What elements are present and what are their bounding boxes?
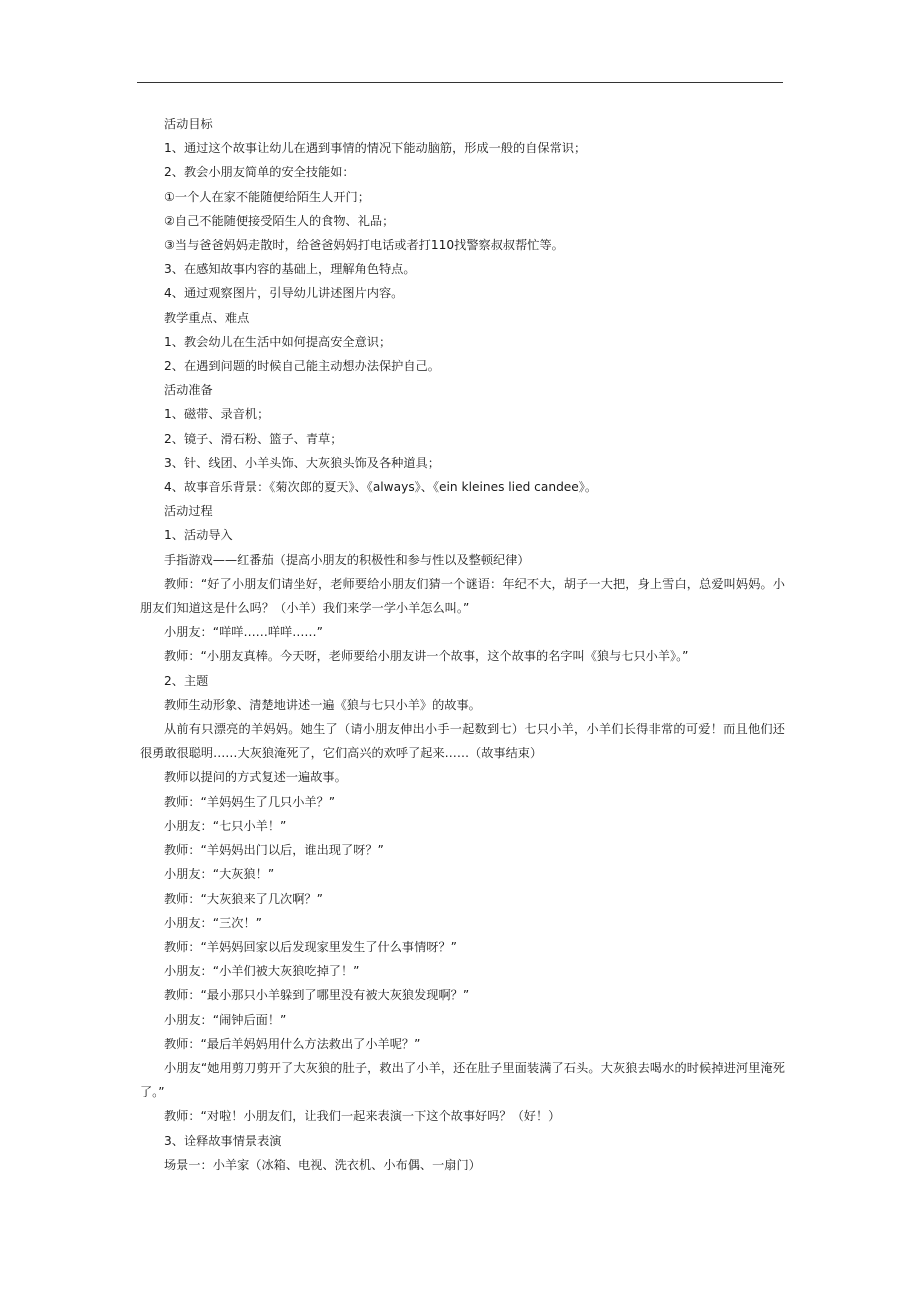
dialogue-line: 教师：“羊妈妈生了几只小羊？” [164, 794, 336, 809]
dialogue-line: 小朋友：“大灰狼！” [164, 867, 275, 882]
subsection-heading: 2、主题 [164, 673, 209, 688]
focus-item: 2、在遇到问题的时候自己能主动想办法保护自己。 [164, 359, 440, 374]
section-heading: 活动准备 [164, 383, 213, 398]
goal-item: 4、通过观察图片，引导幼儿讲述图片内容。 [164, 286, 404, 301]
goal-item: 1、通过这个故事让幼儿在遇到事情的情况下能动脑筋，形成一般的自保常识； [164, 141, 587, 156]
dialogue-line: 教师：“羊妈妈回家以后发现家里发生了什么事情呀？” [164, 939, 457, 954]
dialogue-line: 教师：“对啦！小朋友们，让我们一起来表演一下这个故事好吗？（好！） [164, 1109, 561, 1124]
focus-item: 1、教会幼儿在生活中如何提高安全意识； [164, 334, 392, 349]
section-heading: 教学重点、难点 [164, 310, 250, 325]
prep-item: 4、故事音乐背景：《菊次郎的夏天》、《always》、《ein kleines lied candee》。 [164, 480, 598, 495]
dialogue-line: 教师：“最小那只小羊躲到了哪里没有被大灰狼发现啊？” [164, 988, 470, 1003]
dialogue-line: 小朋友：“闹钟后面！” [164, 1012, 287, 1027]
dialogue-line: 小朋友：“咩咩……咩咩……” [164, 625, 323, 640]
dialogue-paragraph: 小朋友“她用剪刀剪开了大灰狼的肚子，救出了小羊，还在肚子里面装满了石头。大灰狼去喝水的时候掉进河里淹死了。” [140, 1060, 785, 1100]
process-line: 手指游戏——红番茄（提高小朋友的积极性和参与性以及整顿纪律） [164, 552, 530, 567]
section-heading: 活动过程 [164, 504, 213, 519]
prep-item: 2、镜子、滑石粉、篮子、青草； [164, 431, 343, 446]
skill-item: ③当与爸爸妈妈走散时，给爸爸妈妈打电话或者打110找警察叔叔帮忙等。 [164, 238, 564, 253]
dialogue-line: 小朋友：“三次！” [164, 915, 262, 930]
skill-item: ②自己不能随便接受陌生人的食物、礼品； [164, 213, 395, 228]
subsection-heading: 1、活动导入 [164, 528, 233, 543]
section-heading: 活动目标 [164, 117, 213, 131]
skill-item: ①一个人在家不能随便给陌生人开门； [164, 189, 370, 204]
dialogue-line: 教师：“最后羊妈妈用什么方法救出了小羊呢？” [164, 1036, 421, 1051]
dialogue-line: 教师：“羊妈妈出门以后，谁出现了呀？” [164, 843, 384, 858]
dialogue-line: 小朋友：“小羊们被大灰狼吃掉了！” [164, 964, 360, 979]
dialogue-line: 教师：“大灰狼来了几次啊？” [164, 891, 323, 906]
process-line: 教师生动形象、清楚地讲述一遍《狼与七只小羊》的故事。 [164, 697, 481, 712]
process-line: 教师以提问的方式复述一遍故事。 [164, 770, 347, 785]
story-paragraph: 从前有只漂亮的羊妈妈。她生了（请小朋友伸出小手一起数到七）七只小羊，小羊们长得非常的可爱！而且他们还很勇敢很聪明……大灰狼淹死了，它们高兴的欢呼了起来……（故事结束） [140, 722, 785, 761]
prep-item: 1、磁带、录音机； [164, 407, 270, 422]
dialogue-paragraph: 教师：“好了小朋友们请坐好，老师要给小朋友们猜一个谜语：年纪不大，胡子一大把，身上雪白，总爱叫妈妈。小朋友们知道这是什么吗？（小羊）我们来学一学小羊怎么叫。” [140, 576, 785, 616]
header-rule [137, 82, 783, 83]
goal-item: 3、在感知故事内容的基础上，理解角色特点。 [164, 262, 416, 277]
prep-item: 3、针、线团、小羊头饰、大灰狼头饰及各种道具； [164, 455, 440, 470]
scene-line: 场景一：小羊家（冰箱、电视、洗衣机、小布偶、一扇门） [164, 1157, 481, 1172]
dialogue-line: 教师：“小朋友真棒。今天呀，老师要给小朋友讲一个故事，这个故事的名字叫《狼与七只小羊》。” [164, 649, 689, 664]
goal-item: 2、教会小朋友简单的安全技能如： [164, 165, 355, 180]
subsection-heading: 3、诠释故事情景表演 [164, 1133, 282, 1148]
dialogue-line: 小朋友：“七只小羊！” [164, 818, 287, 833]
document-body [140, 112, 785, 1177]
